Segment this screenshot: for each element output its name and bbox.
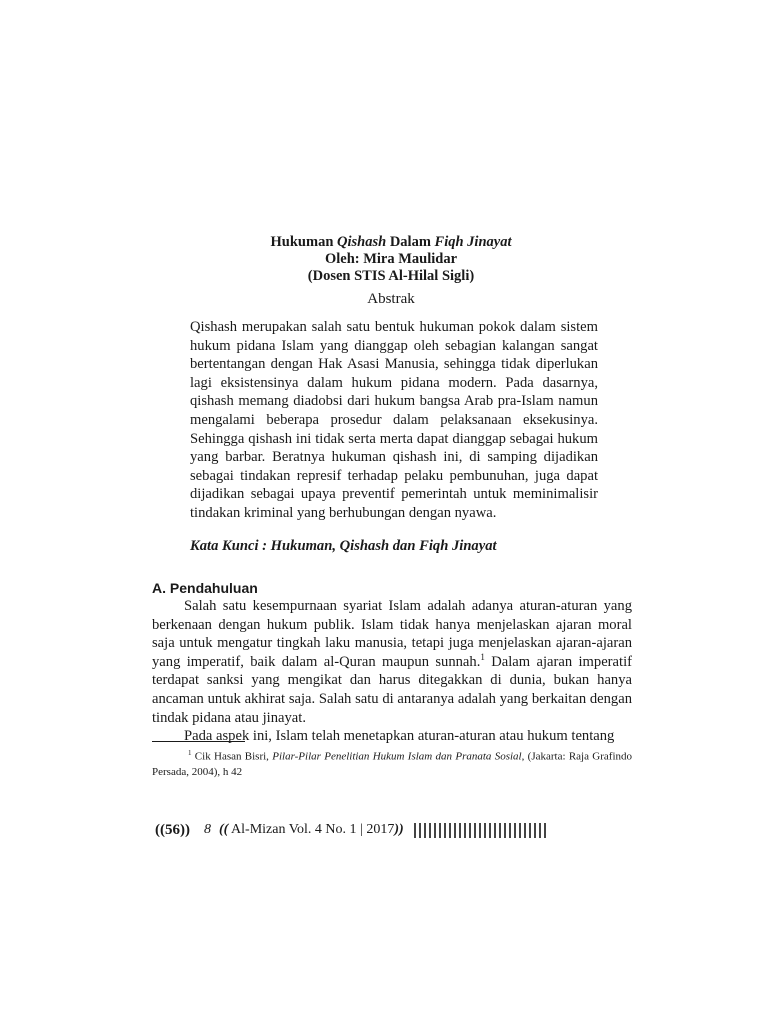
paragraph-1: Salah satu kesempurnaan syariat Islam adalah adanya aturan-aturan yang berkenaan dengan hukum publik. Islam tidak hanya menjelaskan ajaran moral saja untuk mengatur tingkah laku manusia, tetapi juga menjelaskan ajaran-ajaran yang imperatif, baik dalam al-Quran maupun sunnah.$^1$ Dalam ajaran imperatif terdapat sanksi yang mengikat dan harus ditegakkan di dunia, bukan hanya ancaman untuk akhirat saja. Salah satu di antaranya adalah yang berkaitan dengan tindak pidana atau jinayat. <box>152 598 632 726</box>
decorative-bars <box>414 822 546 838</box>
section-heading: A. Pendahuluan <box>152 580 258 596</box>
affiliation-line: (Dosen STIS Al-Hilal Sigli) <box>307 268 475 284</box>
page-number: ((56)) <box>155 821 190 838</box>
title-block <box>150 234 632 308</box>
footnote: $^1$ Cik Hasan Bisri, Pilar-Pilar Penelitian Hukum Islam dan Pranata Sosial, (Jakarta: Raja Grafindo Persada, 2004), h 42 <box>152 749 633 778</box>
journal-info: (( Al-Mizan Vol. 4 No. 1 | 2017)) <box>218 822 404 837</box>
abstract-body: Qishash merupakan salah satu bentuk hukuman pokok dalam sistem hukum pidana Islam yang dianggap oleh sebagian kalangan sangat bertentangan dengan Hak Asasi Manusia, sehingga tidak diperlukan lagi eksistensinya dalam hukum pidana modern. Pada dasarnya, qishash memang diadobsi dari hukum bangsa Arab pra-Islam namun mengalami beberapa prosedur dalam pelaksanaan eksekusinya. Sehingga qishash ini tidak serta merta dapat dianggap sebagai hukum yang barbar. Beratnya hukuman qishash ini, di samping dijadikan sebagai tindakan represif terhadap pelaku pembunuhan, juga dapat dijadikan sebagai upaya preventif pemerintah untuk meminimalisir tindakan kriminal yang berhubungan dengan nyawa. <box>190 319 598 521</box>
paragraph-2: Pada aspek ini, Islam telah menetapkan aturan-aturan atau hukum tentang <box>184 728 615 745</box>
abstract-heading: Abstrak <box>367 291 415 307</box>
footnote-reference[interactable]: 1 <box>480 651 485 662</box>
keywords: Kata Kunci : Hukuman, Qishash dan Fiqh Jinayat <box>190 538 497 554</box>
ornament-icon: 8 <box>203 822 211 837</box>
article-title: Hukuman Qishash Dalam Fiqh Jinayat <box>270 234 512 250</box>
section-introduction <box>152 579 632 746</box>
author-line: Oleh: Mira Maulidar <box>324 251 458 267</box>
page-footer <box>155 819 635 841</box>
footnote-rule <box>152 741 245 742</box>
